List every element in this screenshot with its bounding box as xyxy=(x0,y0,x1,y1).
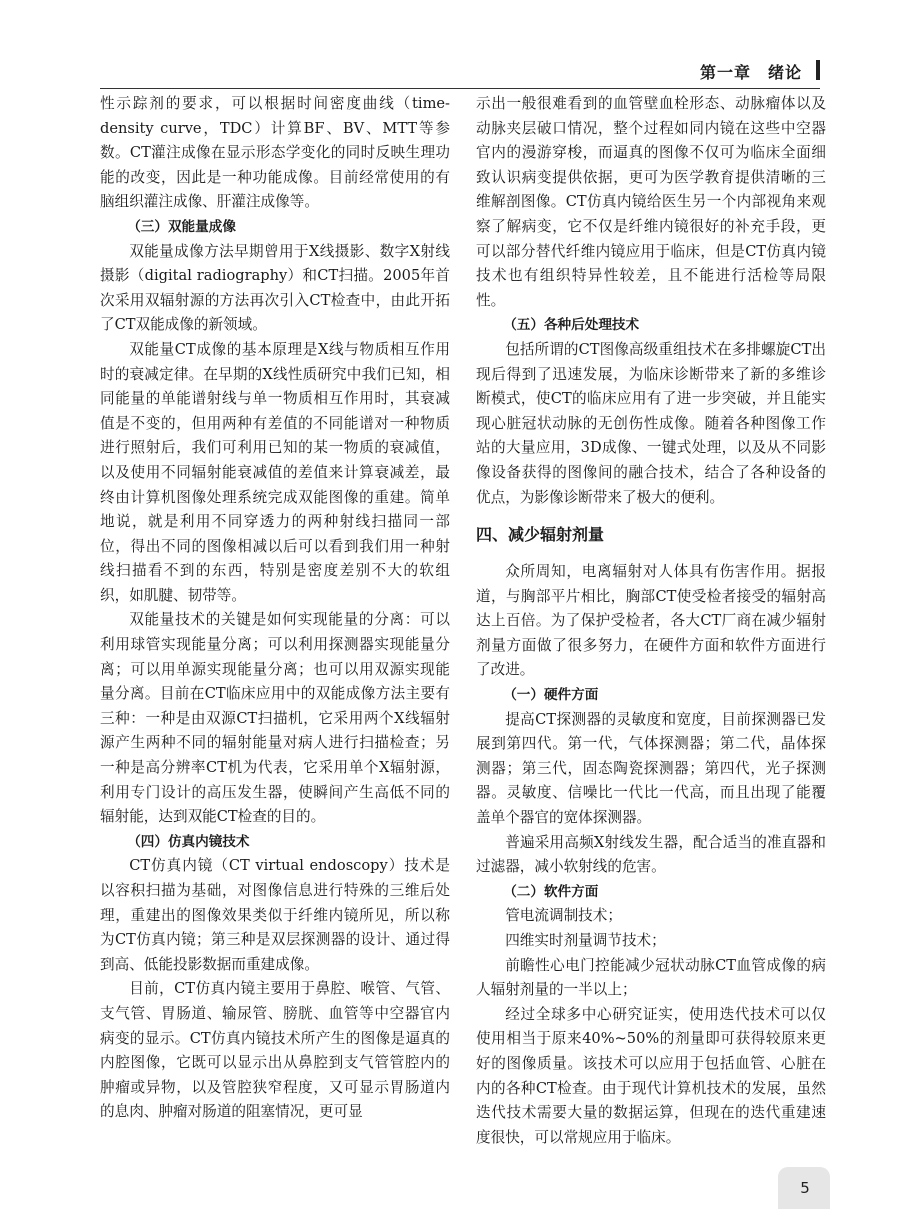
subsection-heading: （五）各种后处理技术 xyxy=(503,317,640,334)
paragraph: 前瞻性心电门控能减少冠状动脉CT血管成像的病人辐射剂量的一半以上； xyxy=(476,956,826,999)
paragraph: 包括所谓的CT图像高级重组技术在多排螺旋CT出现后得到了迅速发展，为临床诊断带来了新的多维诊断模式，使CT的临床应用有了进一步突破，并且能实现心脏冠状动脉的无创伤性成像。随着各种图像工作站的大量应用，3D成像、一键式处理，以及从不同影像设备获得的图像间的融合技术，结合了各种设备的优点，为影像诊断带来了极大的便利。 xyxy=(476,340,826,506)
page-number: 5 xyxy=(800,1179,810,1197)
running-header xyxy=(100,60,820,84)
subsection-heading: （一）硬件方面 xyxy=(503,687,599,704)
paragraph: CT仿真内镜（CT virtual endoscopy）技术是以容积扫描为基础，对图像信息进行特殊的三维后处理，重建出的图像效果类似于纤维内镜所见，所以称为CT仿真内镜；第三种是双层探测器的设计、通过得到高、低能投影数据而重建成像。 xyxy=(100,857,450,973)
chapter-title: 第一章 绪论 xyxy=(699,63,802,82)
paragraph: 双能量成像方法早期曾用于X线摄影、数字X射线摄影（digital radiography）和CT扫描。2005年首次采用双辐射源的方法再次引入CT检查中，由此开拓了CT双能成像的新领域。 xyxy=(100,242,450,334)
paragraph: 众所周知，电离辐射对人体具有伤害作用。据报道，与胸部平片相比，胸部CT使受检者接受的辐射高达上百倍。为了保护受检者，各大CT厂商在减少辐射剂量方面做了很多努力，在硬件方面和软件方面进行了改进。 xyxy=(476,563,826,679)
paragraph: 双能量CT成像的基本原理是X线与物质相互作用时的衰减定律。在早期的X线性质研究中我们已知，相同能量的单能谱射线与单一物质相互作用时，其衰减值是不变的，但用两种有差值的不同能谱对一种物质进行照射后，我们可利用已知的某一物质的衰减值，以及使用不同辐射能衰减值的差值来计算衰减差，最终由计算机图像处理系统完成双能图像的重建。简单地说，就是利用不同穿透力的两种射线扫描同一部位，得出不同的图像相减以后可以看到我们用一种射线扫描看不到的东西，特别是密度差别不大的软组织，如肌腱、韧带等。 xyxy=(100,340,450,604)
paragraph: 双能量技术的关键是如何实现能量的分离：可以利用球管实现能量分离；可以利用探测器实现能量分离；可以用单源实现能量分离；也可以用双源实现能量分离。目前在CT临床应用中的双能成像方法主要有三种：一种是由双源CT扫描机，它采用两个X线辐射源产生两种不同的辐射能量对病人进行扫描检查；另一种是高分辨率CT机为代表，它采用单个X辐射源，利用专门设计的高压发生器，使瞬间产生高低不同的辐射能，达到双能CT检查的目的。 xyxy=(100,611,450,826)
right-column xyxy=(476,92,826,1150)
header-bar xyxy=(816,60,820,80)
header-rule xyxy=(100,88,820,89)
subsection-heading: （四）仿真内镜技术 xyxy=(127,833,250,850)
paragraph: 目前，CT仿真内镜主要用于鼻腔、喉管、气管、支气管、胃肠道、输尿管、膀胱、血管等中空器官内病变的显示。CT仿真内镜技术所产生的图像是逼真的内腔图像，它既可以显示出从鼻腔到支气管管腔内的肿瘤或异物，以及管腔狭窄程度，又可显示胃肠道内的息肉、肿瘤对肠道的阻塞情况，更可显 xyxy=(100,980,450,1121)
subsection-heading: （三）双能量成像 xyxy=(127,218,236,235)
list-item: 管电流调制技术； xyxy=(505,907,622,925)
paragraph: 经过全球多中心研究证实，使用迭代技术可以仅使用相当于原来40%~50%的剂量即可获得较原来更好的图像质量。该技术可以应用于包括血管、心脏在内的各种CT检查。由于现代计算机技术的发展，虽然迭代技术需要大量的数据运算，但现在的迭代重建速度很快，可以常规应用于临床。 xyxy=(476,1005,826,1146)
left-column xyxy=(100,92,450,1125)
paragraph: 性示踪剂的要求，可以根据时间密度曲线（time-density curve，TDC）计算BF、BV、MTT等参数。CT灌注成像在显示形态学变化的同时反映生理功能的改变，因此是一种功能成像。目前经常使用的有脑组织灌注成像、肝灌注成像等。 xyxy=(100,95,450,211)
paragraph: 提高CT探测器的灵敏度和宽度，目前探测器已发展到第四代。第一代，气体探测器；第二代，晶体探测器；第三代，固态陶瓷探测器；第四代，光子探测器。灵敏度、信噪比一代比一代高，而且出现了能覆盖单个器官的宽体探测器。 xyxy=(476,710,826,827)
paragraph: 普遍采用高频X射线发生器，配合适当的准直器和过滤器，减小软射线的危害。 xyxy=(476,833,826,876)
section-heading: 四、减少辐射剂量 xyxy=(476,525,605,545)
paragraph: 示出一般很难看到的血管壁血栓形态、动脉瘤体以及动脉夹层破口情况，整个过程如同内镜在这些中空器官内的漫游穿梭，而逼真的图像不仅可为临床全面细致认识病变提供依据，更可为医学教育提供清晰的三维解剖图像。CT仿真内镜给医生另一个内部视角来观察了解病变，它不仅是纤维内镜很好的补充手段，更可以部分替代纤维内镜应用于临床，但是CT仿真内镜技术也有组织特异性较差，且不能进行活检等局限性。 xyxy=(476,95,826,309)
subsection-heading: （二）软件方面 xyxy=(503,883,599,900)
list-item: 四维实时剂量调节技术； xyxy=(505,932,666,949)
